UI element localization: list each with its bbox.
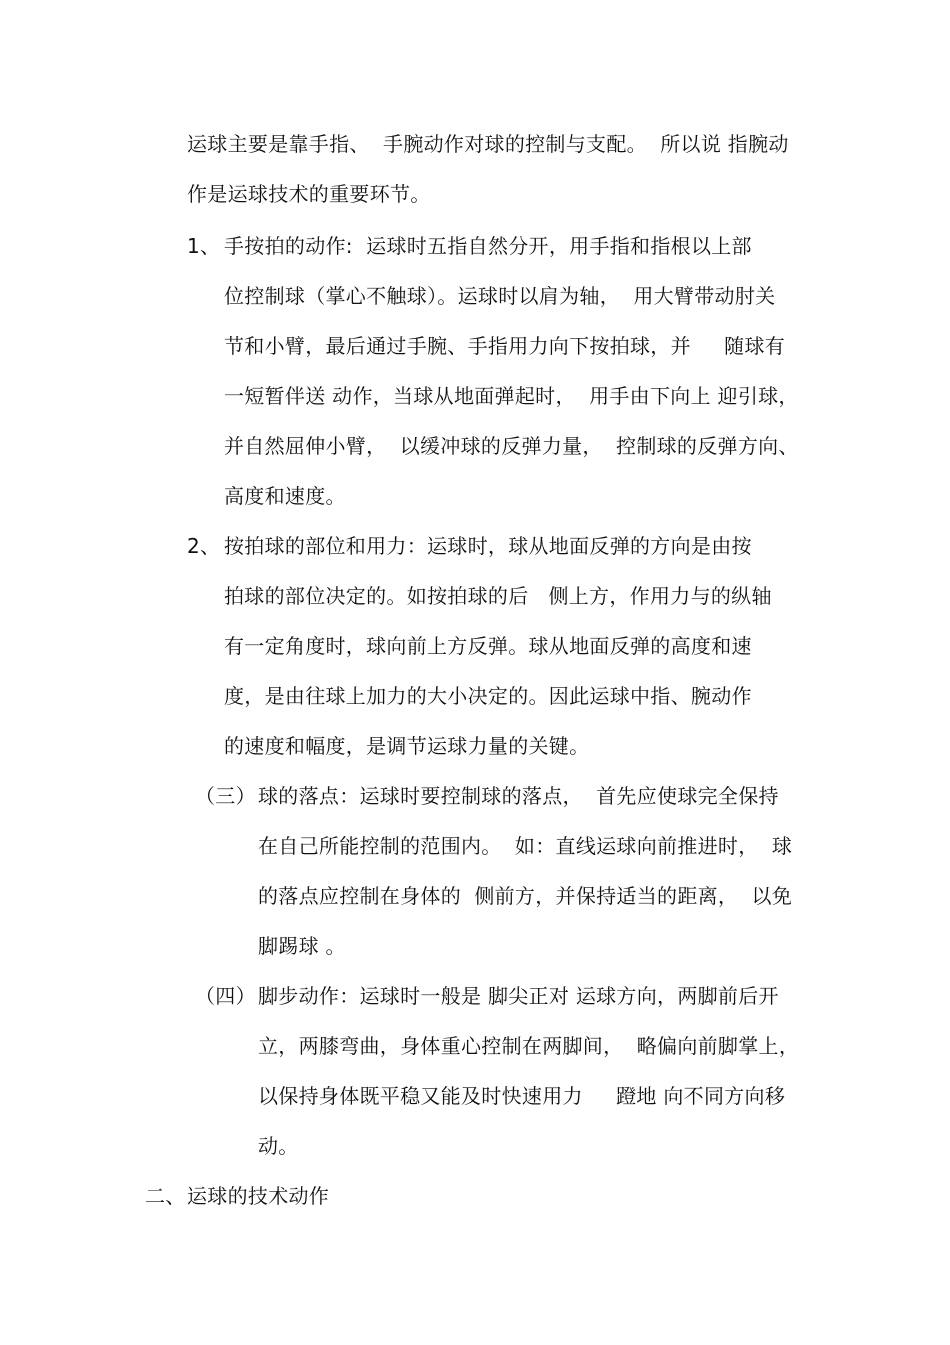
item-2-line-2: 拍球的部位决定的。如按拍球的后 侧上方，作用力与的纵轴: [224, 584, 772, 608]
item-3-line-4: 脚踢球 。: [258, 934, 346, 958]
item-4-line-2: 立，两膝弯曲，身体重心控制在两脚间， 略偏向前脚掌上，: [258, 1034, 800, 1058]
section-2-title: 运球的技术动作: [187, 1184, 330, 1208]
item-1-line-5: 并自然屈伸小臂， 以缓冲球的反弹力量， 控制球的反弹方向、: [224, 434, 799, 458]
item-1-line-3: 节和小臂，最后通过手腕、手指用力向下按拍球，并 随球有: [224, 334, 786, 358]
item-2-line-5: 的速度和幅度，是调节运球力量的关键。: [224, 734, 590, 758]
item-2-marker: 2、: [187, 534, 221, 558]
item-1-line-6: 高度和速度。: [224, 484, 346, 508]
intro-line-1: 运球主要是靠手指、 手腕动作对球的控制与支配。 所以说 指腕动: [187, 132, 789, 156]
item-2-line-3: 有一定角度时，球向前上方反弹。球从地面反弹的高度和速: [224, 634, 752, 658]
item-4-line-1: 脚步动作：运球时一般是 脚尖正对 运球方向，两脚前后开: [258, 984, 779, 1008]
item-3-line-3: 的落点应控制在身体的 侧前方，并保持适当的距离， 以免: [258, 884, 793, 908]
item-3-line-2: 在自己所能控制的范围内。 如：直线运球向前推进时， 球: [258, 834, 793, 858]
item-1-line-2: 位控制球（掌心不触球）。运球时以肩为轴， 用大臂带动肘关: [224, 284, 776, 308]
item-4-line-4: 动。: [258, 1134, 299, 1158]
item-3-line-1: 球的落点：运球时要控制球的落点， 首先应使球完全保持: [258, 784, 779, 808]
item-1-line-1: 手按拍的动作: 运球时五指自然分开，用手指和指根以上部: [224, 234, 752, 258]
item-2-line-1: 按拍球的部位和用力：运球时，球从地面反弹的方向是由按: [224, 534, 752, 558]
intro-line-2: 作是运球技术的重要环节。: [187, 182, 431, 206]
item-1-marker: 1、: [187, 234, 221, 258]
item-4-line-3: 以保持身体既平稳又能及时快速用力 蹬地 向不同方向移: [258, 1084, 786, 1108]
item-2-line-4: 度，是由往球上加力的大小决定的。因此运球中指、腕动作: [224, 684, 752, 708]
section-2-marker: 二、: [145, 1184, 186, 1208]
item-4-marker: （四）: [195, 984, 256, 1008]
item-1-line-4: 一短暂伴送 动作，当球从地面弹起时， 用手由下向上 迎引球，: [224, 384, 799, 408]
item-3-marker: （三）: [195, 784, 256, 808]
